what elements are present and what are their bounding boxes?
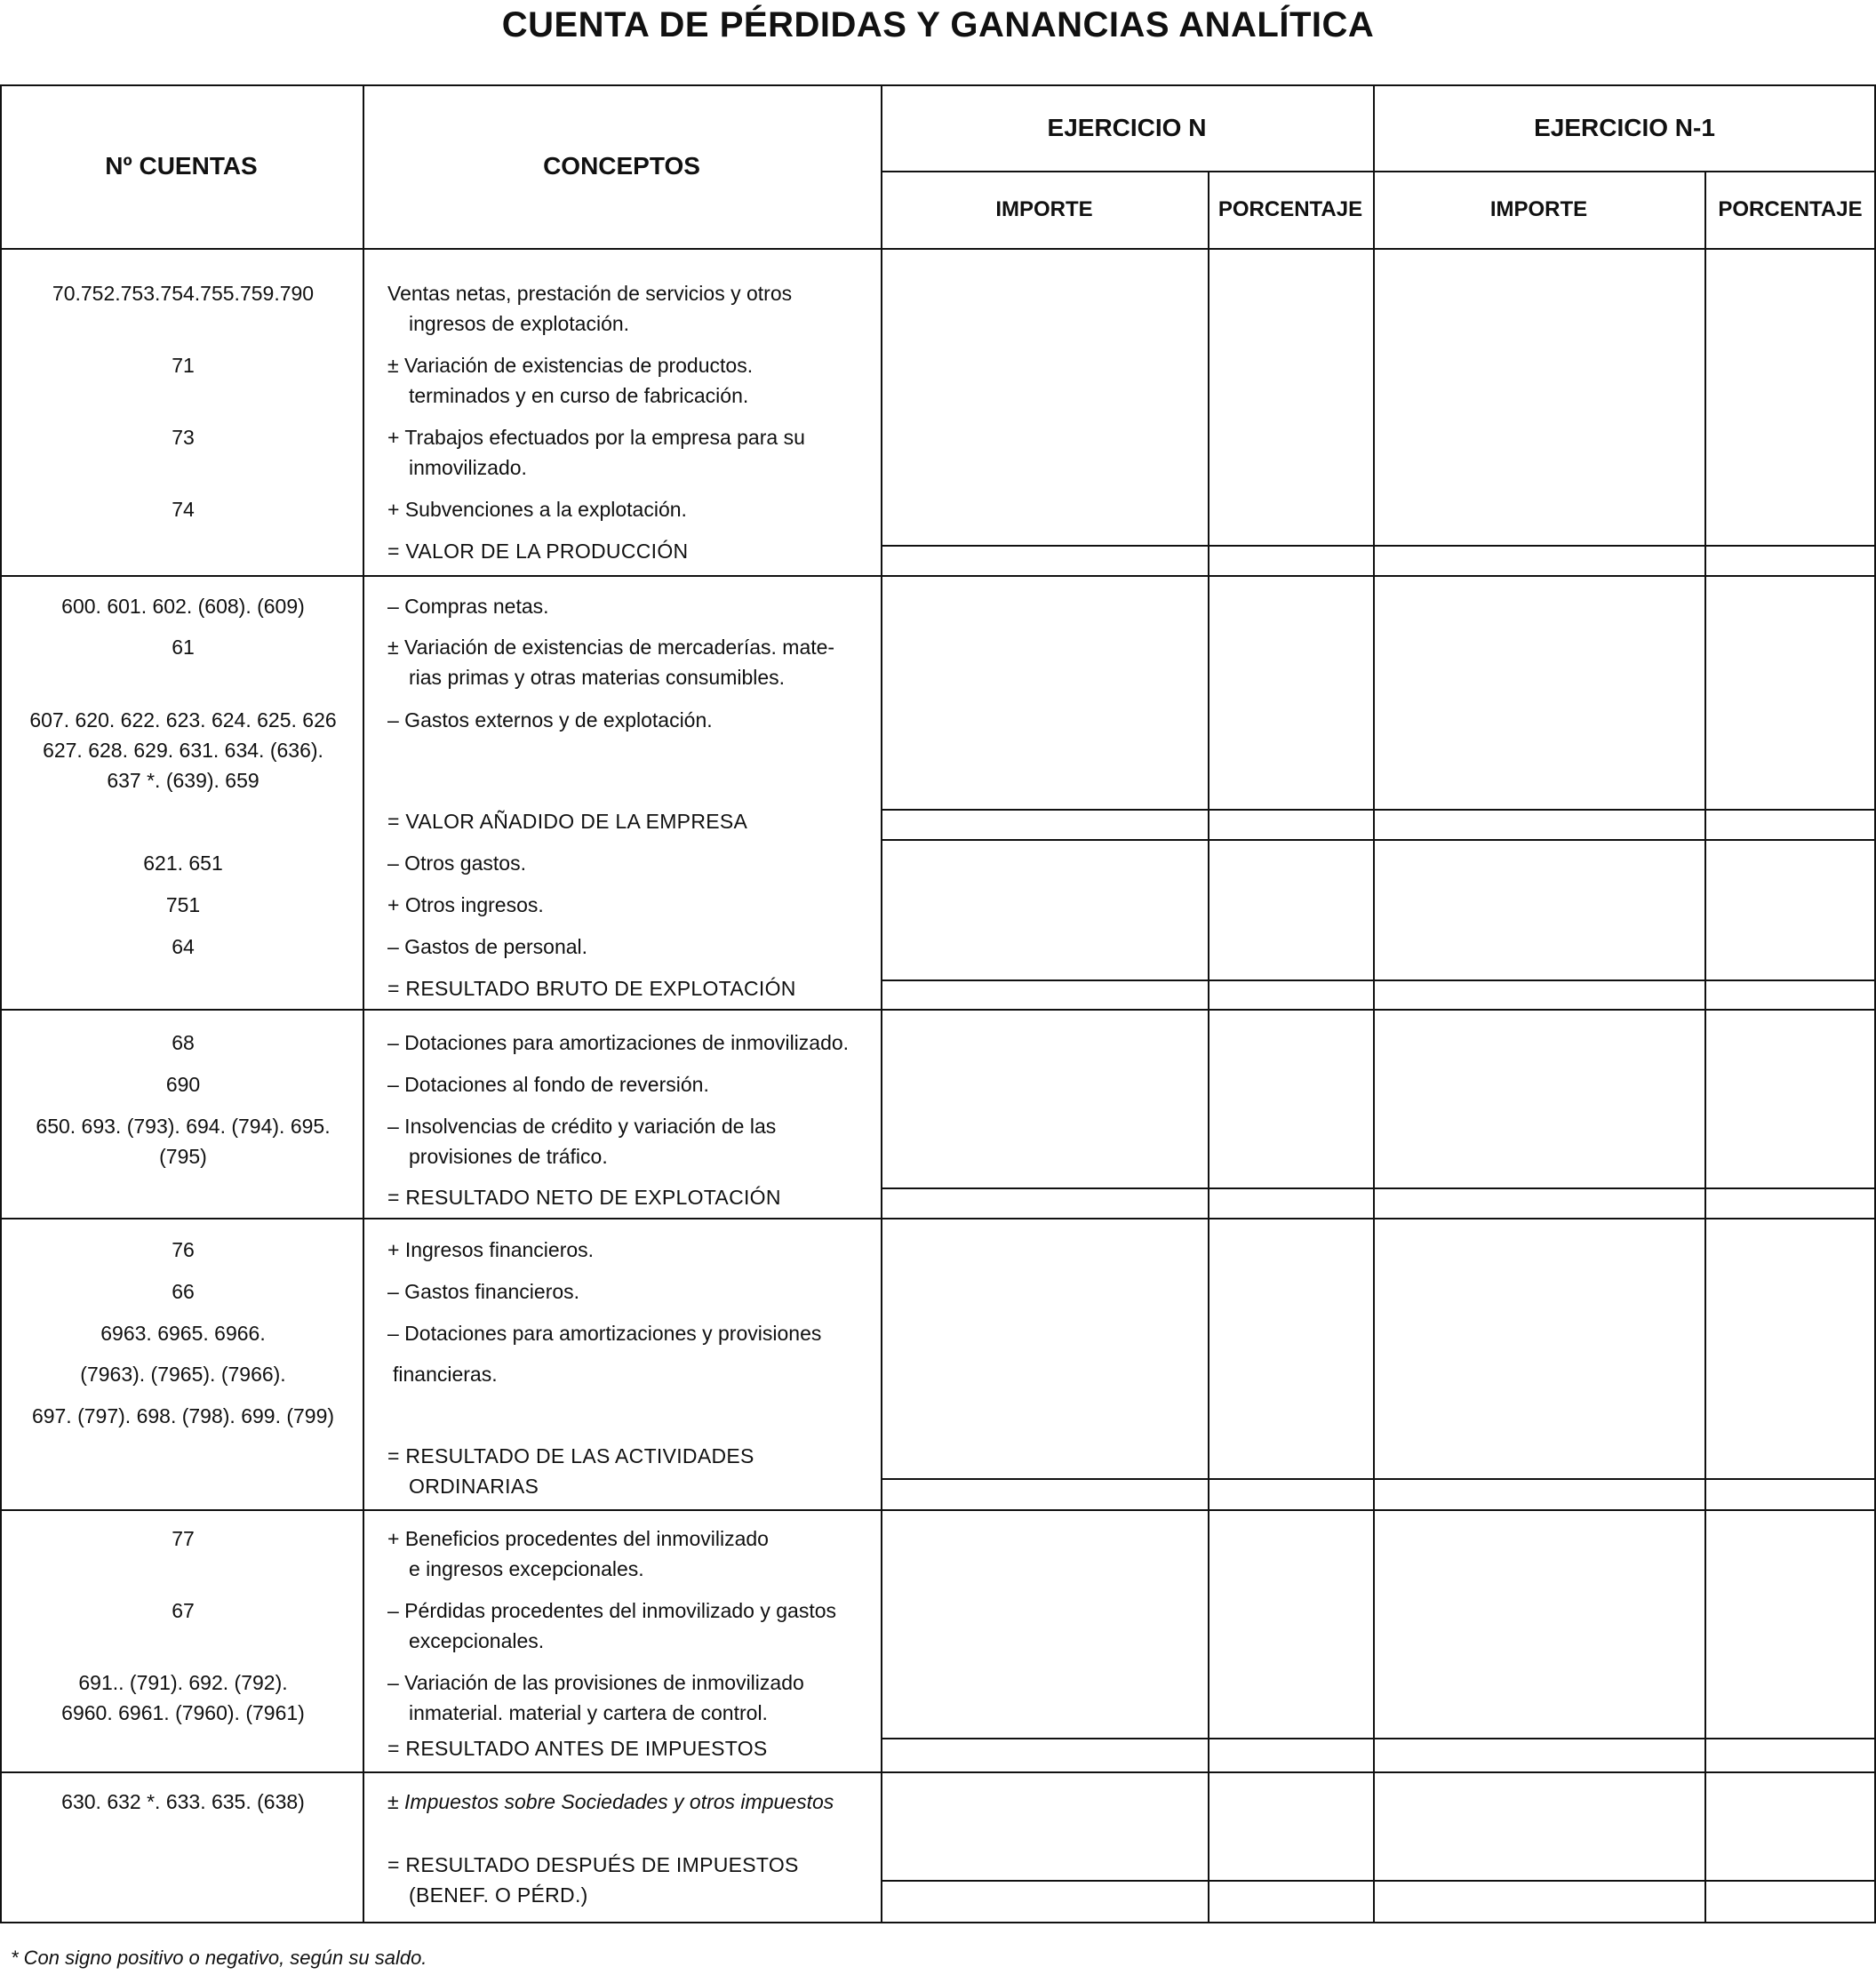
section-separator	[0, 1009, 1876, 1011]
concept-total: = RESULTADO ANTES DE IMPUESTOS	[387, 1737, 768, 1760]
concept-cell: – Pérdidas procedentes del inmovilizado y gastos excepcionales.	[387, 1599, 837, 1652]
concept-total: = RESULTADO DE LAS ACTIVIDADES ORDINARIAS	[387, 1444, 754, 1498]
concept-cell: – Variación de las provisiones de inmovilizado inmaterial. material y cartera de control.	[387, 1671, 804, 1724]
section-separator	[0, 1218, 1876, 1219]
col-divider-pct-n1	[1704, 171, 1706, 1923]
account-cell: 621. 651	[143, 852, 223, 875]
account-cell: 697. (797). 698. (798). 699. (799)	[31, 1404, 335, 1427]
header-percentage-n: PORCENTAJE	[1217, 196, 1363, 221]
concept-cell: – Dotaciones para amortizaciones de inmovilizado.	[387, 1031, 850, 1054]
account-cell: 691.. (791). 692. (792). 6960. 6961. (7960). (7961)	[61, 1671, 305, 1724]
col-divider-accounts	[363, 84, 364, 1923]
total-line	[881, 839, 1876, 841]
table-border-left	[0, 84, 2, 1923]
footnote: * Con signo positivo o negativo, según su saldo.	[11, 1947, 427, 1969]
header-year-n1: EJERCICIO N-1	[1534, 113, 1715, 141]
account-cell: 70.752.753.754.755.759.790	[52, 282, 315, 305]
account-cell: 67	[172, 1599, 195, 1622]
header-percentage-n1: PORCENTAJE	[1718, 196, 1863, 221]
concept-cell: + Subvenciones a la explotación.	[387, 498, 687, 521]
header-bottom	[0, 248, 1876, 250]
section-separator	[0, 575, 1876, 577]
account-cell: 77	[172, 1527, 195, 1550]
account-cell: 73	[172, 426, 195, 449]
concept-cell: + Trabajos efectuados por la empresa para su inmovilizado.	[387, 426, 805, 479]
concept-cell: – Dotaciones para amortizaciones y provisiones	[387, 1322, 822, 1345]
account-cell: 64	[172, 935, 195, 958]
account-cell: 76	[172, 1238, 195, 1261]
concept-cell: Ventas netas, prestación de servicios y otros ingresos de explotación.	[387, 282, 793, 335]
concept-cell: financieras.	[393, 1363, 498, 1386]
account-cell: 74	[172, 498, 195, 521]
total-line	[881, 809, 1876, 811]
concept-cell: – Gastos externos y de explotación.	[387, 708, 713, 732]
account-cell: 6963. 6965. 6966.	[100, 1322, 266, 1345]
concept-cell: + Otros ingresos.	[387, 893, 544, 916]
concept-total: = RESULTADO NETO DE EXPLOTACIÓN	[387, 1186, 781, 1209]
total-line	[881, 545, 1876, 547]
account-cell: 751	[165, 893, 201, 916]
col-divider-pct-n	[1208, 171, 1209, 1923]
account-cell: 66	[172, 1280, 195, 1303]
header-concepts: CONCEPTOS	[543, 152, 700, 180]
concept-cell: – Dotaciones al fondo de reversión.	[387, 1073, 709, 1096]
account-cell: 607. 620. 622. 623. 624. 625. 626 627. 628. 629. 631. 634. (636). 637 *. (639). 659	[29, 708, 337, 792]
analytic-pl-table	[0, 84, 1876, 1924]
concept-total: = RESULTADO BRUTO DE EXPLOTACIÓN	[387, 977, 796, 1000]
account-cell: 630. 632 *. 633. 635. (638)	[61, 1790, 305, 1813]
total-line	[881, 1478, 1876, 1480]
concept-cell: – Compras netas.	[387, 595, 549, 618]
concept-total: = VALOR AÑADIDO DE LA EMPRESA	[387, 810, 748, 833]
account-cell: (7963). (7965). (7966).	[80, 1363, 286, 1386]
concept-cell: + Beneficios procedentes del inmovilizado e ingresos excepcionales.	[387, 1527, 769, 1580]
account-cell: 61	[172, 636, 195, 659]
concept-cell: – Gastos financieros.	[387, 1280, 580, 1303]
concept-cell: – Insolvencias de crédito y variación de las provisiones de tráfico.	[387, 1115, 777, 1168]
total-line	[881, 1187, 1876, 1189]
total-line	[881, 1880, 1876, 1882]
concept-cell: ± Impuestos sobre Sociedades y otros impuestos	[387, 1790, 834, 1813]
table-border-bottom	[0, 1922, 1876, 1923]
header-year-n: EJERCICIO N	[1047, 113, 1207, 141]
col-divider-year-n	[1373, 84, 1375, 1923]
concept-total: = RESULTADO DESPUÉS DE IMPUESTOS (BENEF. O PÉRD.)	[387, 1853, 799, 1907]
account-cell: 71	[172, 354, 195, 377]
account-cell: 650. 693. (793). 694. (794). 695. (795)	[36, 1115, 331, 1168]
account-cell: 600. 601. 602. (608). (609)	[61, 595, 305, 618]
concept-total: = VALOR DE LA PRODUCCIÓN	[387, 540, 689, 563]
account-cell: 68	[172, 1031, 195, 1054]
header-amount-n1: IMPORTE	[1489, 196, 1588, 221]
section-separator	[0, 1509, 1876, 1511]
page-title: CUENTA DE PÉRDIDAS Y GANANCIAS ANALÍTICA	[501, 5, 1375, 44]
concept-cell: + Ingresos financieros.	[387, 1238, 595, 1261]
concept-cell: ± Variación de existencias de mercaderías. mate- rias primas y otras materias consumibles.	[387, 636, 835, 689]
total-line	[881, 1738, 1876, 1739]
header-amount-n: IMPORTE	[995, 196, 1093, 221]
account-cell: 690	[165, 1073, 201, 1096]
header-accounts: Nº CUENTAS	[105, 152, 258, 180]
concept-cell: – Gastos de personal.	[387, 935, 588, 958]
total-line	[881, 980, 1876, 981]
concept-cell: ± Variación de existencias de productos. terminados y en curso de fabricación.	[387, 354, 754, 407]
concept-cell: – Otros gastos.	[387, 852, 526, 875]
section-separator	[0, 1771, 1876, 1773]
